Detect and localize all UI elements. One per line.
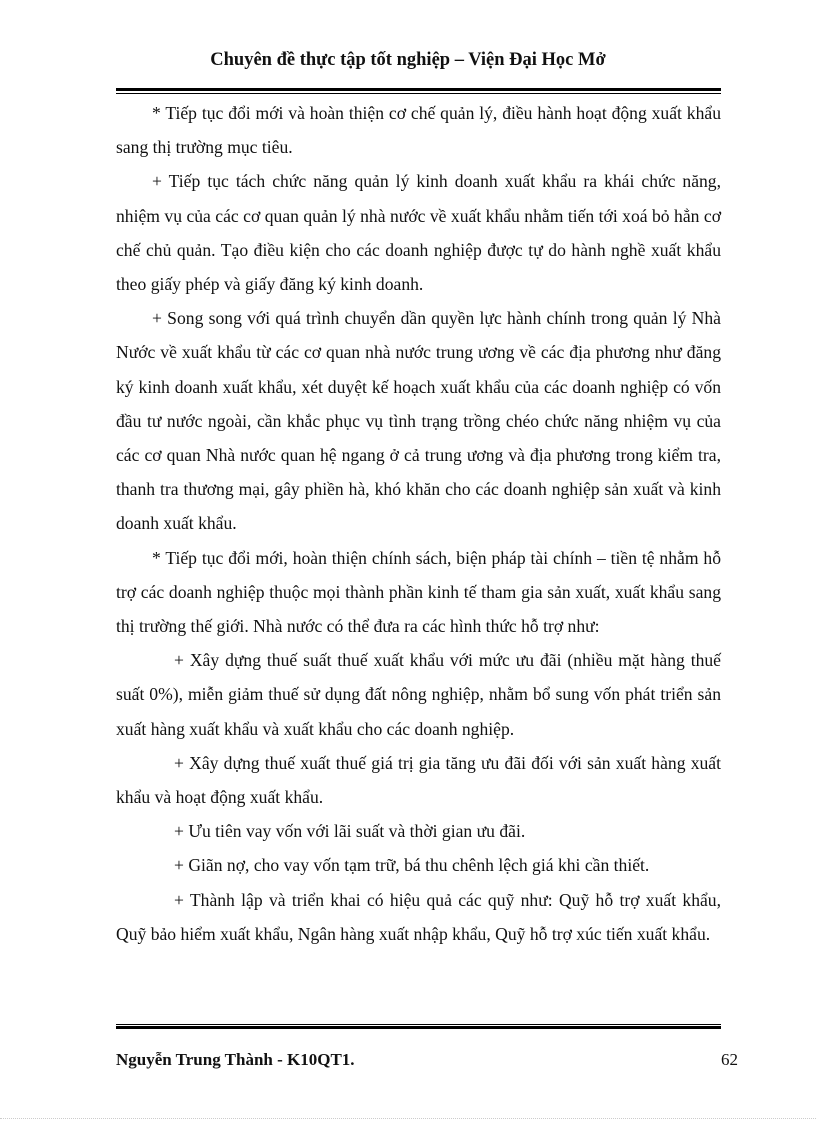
paragraph: + Xây dựng thuế xuất thuế giá trị gia tăng ưu đãi đối với sản xuất hàng xuất khẩu và hoạt động xuất khẩu. — [116, 752, 721, 808]
document-body — [116, 96, 721, 951]
paragraph: + Thành lập và triển khai có hiệu quả các quỹ như: Quỹ hỗ trợ xuất khẩu, Quỹ bảo hiểm xuất khẩu, Ngân hàng xuất nhập khẩu, Quỹ hỗ trợ xúc tiến xuất khẩu. — [116, 889, 721, 944]
page-edge-divider — [0, 1118, 816, 1119]
paragraph: + Tiếp tục tách chức năng quản lý kinh doanh xuất khẩu ra khái chức năng, nhiệm vụ của các cơ quan quản lý nhà nước về xuất khẩu nhằm tiến tới xoá bỏ hẳn cơ chế chủ quản. Tạo điều kiện cho các doanh nghiệp được tự do hành nghề xuất khẩu theo giấy phép và giấy đăng ký kinh doanh. — [116, 171, 721, 295]
page-number: 62 — [721, 1050, 738, 1069]
paragraph: * Tiếp tục đổi mới, hoàn thiện chính sách, biện pháp tài chính – tiền tệ nhằm hỗ trợ các doanh nghiệp thuộc mọi thành phần kinh tế tham gia sản xuất, xuất khẩu sang thị trường thế giới. Nhà nước có thể đưa ra các hình thức hỗ trợ như: — [116, 547, 721, 637]
paragraph: + Giãn nợ, cho vay vốn tạm trữ, bá thu chênh lệch giá khi cần thiết. — [174, 855, 650, 876]
footer-divider — [116, 1022, 721, 1029]
paragraph: + Xây dựng thuế suất thuế xuất khẩu với mức ưu đãi (nhiều mặt hàng thuế suất 0%), miễn giảm thuế sử dụng đất nông nghiệp, nhằm bổ sung vốn phát triển sản xuất hàng xuất khẩu và xuất khẩu cho các doanh nghiệp. — [116, 650, 721, 739]
paragraph: * Tiếp tục đổi mới và hoàn thiện cơ chế quản lý, điều hành hoạt động xuất khẩu sang thị trường mục tiêu. — [116, 103, 721, 158]
paragraph: + Ưu tiên vay vốn với lãi suất và thời gian ưu đãi. — [174, 821, 526, 842]
footer-author: Nguyễn Trung Thành - K10QT1. — [116, 1050, 355, 1069]
page-header-title: Chuyên đề thực tập tốt nghiệp – Viện Đại Học Mở — [210, 50, 606, 70]
header-divider — [116, 88, 721, 94]
paragraph: + Song song với quá trình chuyển dần quyền lực hành chính trong quản lý Nhà Nước về xuất khẩu từ các cơ quan nhà nước trung ương về các địa phương như đăng ký kinh doanh xuất khẩu, xét duyệt kế hoạch xuất khẩu của các doanh nghiệp có vốn đầu tư nước ngoài, cần khắc phục vụ tình trạng trồng chéo chức năng nhiệm vụ của các cơ quan Nhà nước quan hệ ngang ở cả trung ương và địa phương trong kiểm tra, thanh tra thương mại, gây phiền hà, khó khăn cho các doanh nghiệp sản xuất và kinh doanh xuất khẩu. — [116, 308, 721, 534]
